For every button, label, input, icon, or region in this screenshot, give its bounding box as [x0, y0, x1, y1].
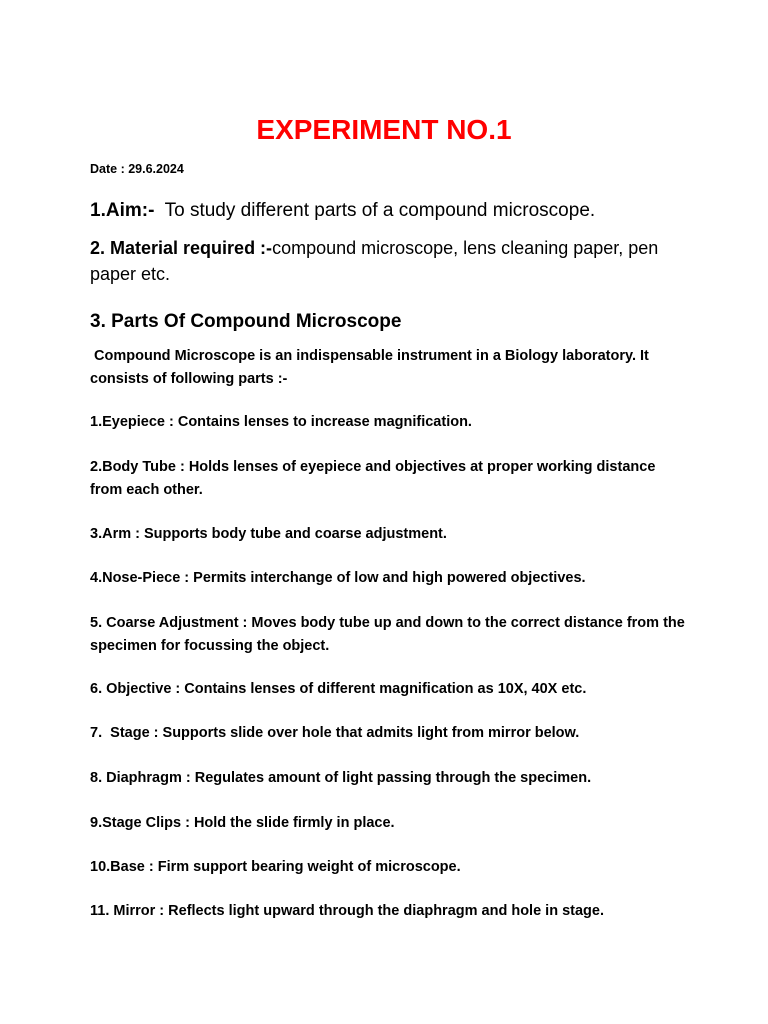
part-item-coarse-adjustment: 5. Coarse Adjustment : Moves body tube up and down to the correct distance from the specimen for focussing the object.	[90, 615, 689, 654]
aim-paragraph	[90, 197, 595, 225]
part-item-nose-piece: 4.Nose-Piece : Permits interchange of low and high powered objectives.	[90, 570, 586, 586]
part-item-arm: 3.Arm : Supports body tube and coarse adjustment.	[90, 526, 447, 542]
aim-text: To study different parts of a compound microscope.	[154, 200, 596, 221]
intro-paragraph: Compound Microscope is an indispensable instrument in a Biology laboratory. It consists of following parts :-	[90, 348, 653, 387]
part-item-stage-clips: 9.Stage Clips : Hold the slide firmly in place.	[90, 815, 395, 831]
aim-label: 1.Aim:-	[90, 200, 155, 221]
experiment-title: EXPERIMENT NO.1	[256, 114, 512, 145]
part-item-body-tube: 2.Body Tube : Holds lenses of eyepiece and objectives at proper working distance from each other.	[90, 459, 660, 498]
part-item-objective: 6. Objective : Contains lenses of different magnification as 10X, 40X etc.	[90, 681, 587, 697]
experiment-date: Date : 29.6.2024	[90, 162, 184, 176]
part-item-base: 10.Base : Firm support bearing weight of microscope.	[90, 859, 461, 875]
material-paragraph	[90, 235, 690, 287]
part-item-diaphragm: 8. Diaphragm : Regulates amount of light passing through the specimen.	[90, 770, 592, 786]
material-label: 2. Material required :-	[90, 238, 273, 258]
part-item-mirror: 11. Mirror : Reflects light upward through the diaphragm and hole in stage.	[90, 903, 604, 919]
material-text: compound microscope, lens cleaning paper, pen paper etc.	[90, 238, 659, 284]
parts-section-heading: 3. Parts Of Compound Microscope	[90, 311, 402, 332]
part-item-eyepiece: 1.Eyepiece : Contains lenses to increase magnification.	[90, 414, 472, 430]
part-item-stage: 7. Stage : Supports slide over hole that admits light from mirror below.	[90, 725, 580, 741]
